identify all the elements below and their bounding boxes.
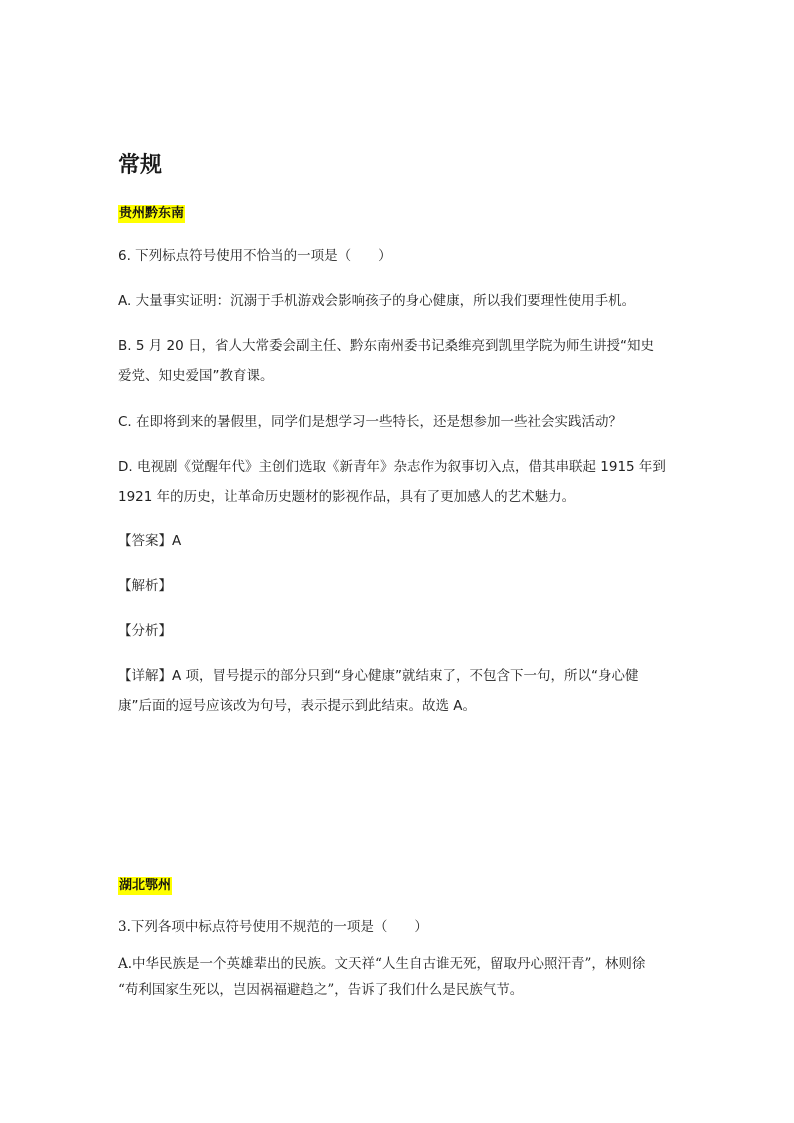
region-tag-hubei: 湖北鄂州	[119, 878, 172, 893]
question-6-option-a: A. 大量事实证明：沉溺于手机游戏会影响孩子的身心健康，所以我们要理性使用手机。	[118, 293, 636, 309]
fenxi-label: 【分析】	[118, 623, 172, 639]
detail-line1: 【详解】A 项，冒号提示的部分只到“身心健康”就结束了，不包含下一句，所以“身心健	[118, 668, 639, 684]
question-6-option-b-line1: B. 5 月 20 日，省人大常委会副主任、黔东南州委书记桑维亮到凯里学院为师生讲授“知史	[118, 338, 654, 354]
question-3-option-a-line2: “苟利国家生死以，岂因祸福避趋之”，告诉了我们什么是民族气节。	[118, 982, 524, 998]
question-6-option-b-line2: 爱党、知史爱国”教育课。	[118, 368, 274, 384]
question-3: 3.下列各项中标点符号使用不规范的一项是（ ）	[118, 919, 428, 935]
answer-line: 【答案】A	[118, 533, 182, 549]
question-6: 6. 下列标点符号使用不恰当的一项是（ ）	[118, 248, 392, 264]
detail-line2: 康”后面的逗号应该改为句号，表示提示到此结束。故选 A。	[118, 698, 477, 714]
question-6-option-c: C. 在即将到来的暑假里，同学们是想学习一些特长，还是想参加一些社会实践活动？	[118, 414, 623, 430]
page-heading: 常规	[118, 152, 163, 178]
question-6-option-d-line1: D. 电视剧《觉醒年代》主创们选取《新青年》杂志作为叙事切入点，借其串联起 1915 年到	[118, 459, 666, 475]
region-tag-guizhou: 贵州黔东南	[119, 206, 185, 221]
analysis-label: 【解析】	[118, 578, 172, 594]
question-3-option-a-line1: A.中华民族是一个英雄辈出的民族。文天祥“人生自古谁无死，留取丹心照汗青”，林则徐	[118, 956, 646, 972]
question-6-option-d-line2: 1921 年的历史，让革命历史题材的影视作品，具有了更加感人的艺术魅力。	[118, 489, 576, 505]
